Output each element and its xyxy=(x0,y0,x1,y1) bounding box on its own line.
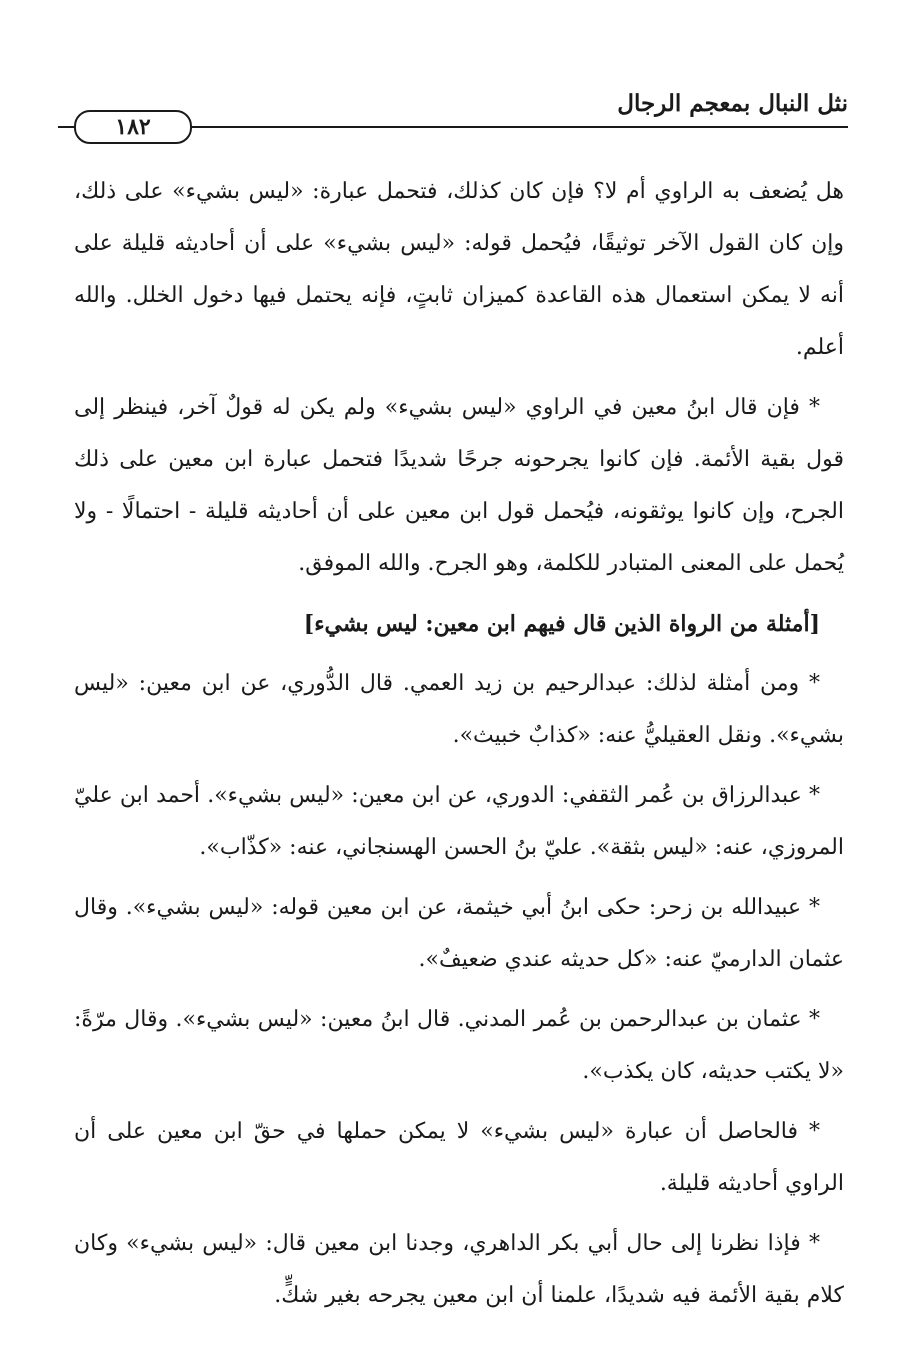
page-header xyxy=(58,84,848,154)
section-heading: [أمثلة من الرواة الذين قال فيهم ابن معين: ليس بشيء] xyxy=(303,611,820,637)
example-paragraph: * ومن أمثلة لذلك: عبدالرحيم بن زيد العمي. قال الدُّوري، عن ابن معين: «ليس بشيء». ونقل العقيليُّ عنه: «كذابٌ خبيث». xyxy=(74,671,844,748)
example-paragraph: * عبدالرزاق بن عُمر الثقفي: الدوري، عن ابن معين: «ليس بشيء». أحمد ابن عليّ المروزي، عنه: «ليس بثقة». عليّ بنُ الحسن الهسنجاني، عنه: «كذّاب». xyxy=(74,783,844,860)
example-paragraph: * فإذا نظرنا إلى حال أبي بكر الداهري، وجدنا ابن معين قال: «ليس بشيء» وكان كلام بقية الأئمة فيه شديدًا، علمنا أن ابن معين يجرحه بغير شكٍّ. xyxy=(74,1231,844,1308)
example-paragraph: * عبيدالله بن زحر: حكى ابنُ أبي خيثمة، عن ابن معين قوله: «ليس بشيء». وقال عثمان الدارميّ عنه: «كل حديثه عندي ضعيفٌ». xyxy=(74,895,844,972)
example-paragraph: * فالحاصل أن عبارة «ليس بشيء» لا يمكن حملها في حقّ ابن معين على أن الراوي أحاديثه قليلة. xyxy=(74,1119,844,1196)
paragraph: هل يُضعف به الراوي أم لا؟ فإن كان كذلك، فتحمل عبارة: «ليس بشيء» على ذلك، وإن كان القول الآخر توثيقًا، فيُحمل قوله: «ليس بشيء» على أن أحاديثه قليلة على أنه لا يمكن استعمال هذه القاعدة كميزان ثابتٍ، فإنه يحتمل فيها دخول الخلل. والله أعلم. xyxy=(74,179,844,360)
page-number: ١٨٢ xyxy=(74,110,192,144)
example-paragraph: * عثمان بن عبدالرحمن بن عُمر المدني. قال ابنُ معين: «ليس بشيء». وقال مرّةً: «لا يكتب حديثه، كان يكذب». xyxy=(74,1007,844,1084)
running-title: نثل النبال بمعجم الرجال xyxy=(617,90,848,117)
paragraph: * فإن قال ابنُ معين في الراوي «ليس بشيء» ولم يكن له قولٌ آخر، فينظر إلى قول بقية الأئمة. فإن كانوا يجرحونه جرحًا شديدًا فتحمل عبارة ابن معين على ذلك الجرح، وإن كانوا يوثقونه، فيُحمل قول ابن معين على أن أحاديثه قليلة - احتمالًا - ولا يُحمل على المعنى المتبادر للكلمة، وهو الجرح. والله الموفق. xyxy=(74,395,844,576)
body-text xyxy=(74,166,844,1330)
